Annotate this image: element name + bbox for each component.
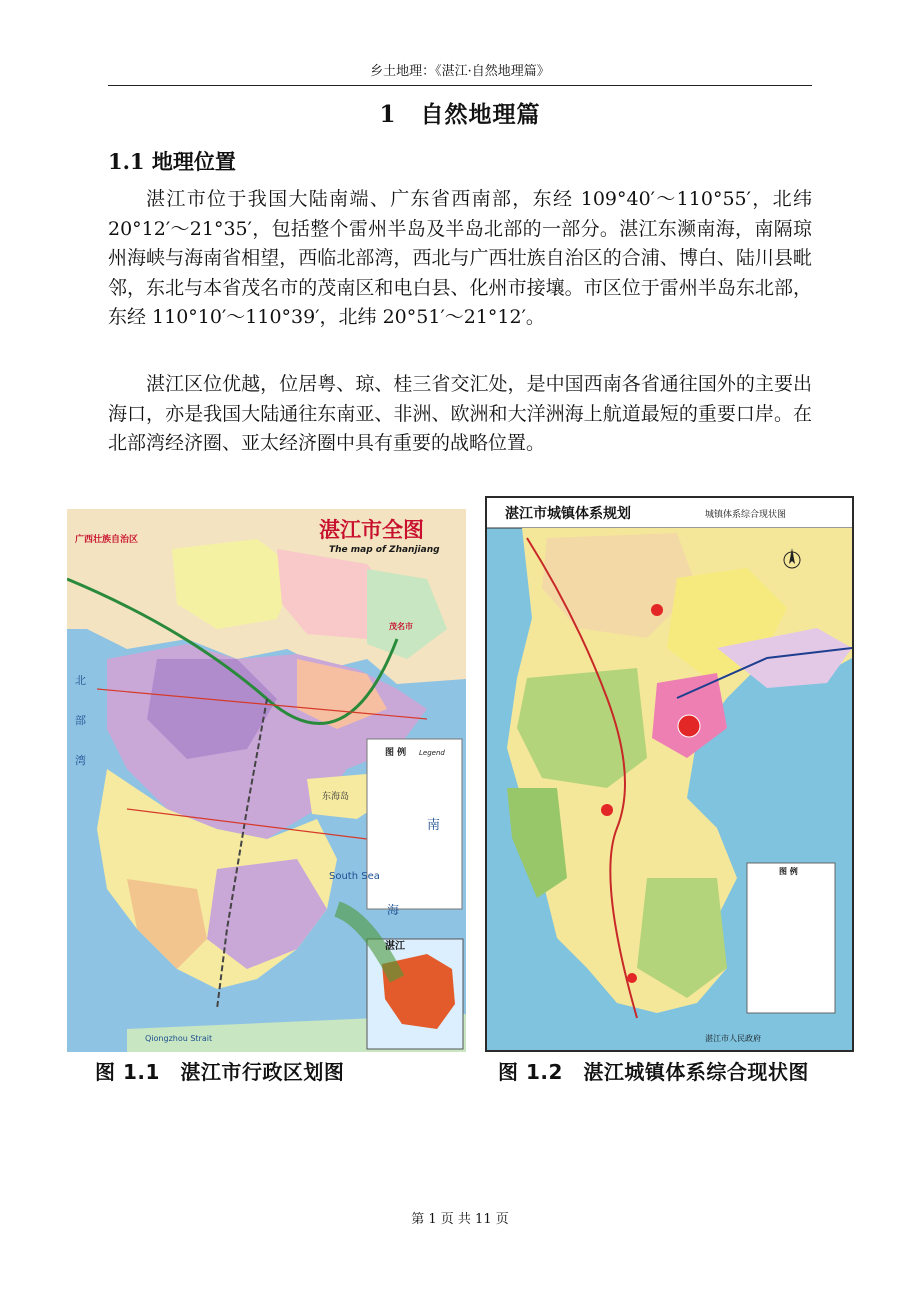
admin-map-title: 湛江市全图 (319, 518, 424, 542)
paragraph-text: 湛江市位于我国大陆南端、广东省西南部，东经 109°40′～110°55′，北纬 20°12′～21°35′，包括整个雷州半岛及半岛北部的一部分。湛江东濒南海，南隔琼州海峡与海南省相望，西临北部湾，西北与广西壮族自治区的合浦、博白、陆川县毗邻，东北与本省茂名市的茂南区和电白县、化州市接壤。市区位于雷州半岛东北部，东经 110°10′～110°39′，北纬 20°51′～21°12′。 (108, 188, 812, 329)
zhanjiang-admin-map (67, 509, 466, 1052)
admin-legend-title: 图 例 (385, 748, 407, 758)
sea-char-label: 海 (387, 903, 400, 917)
figure-1-caption: 图 1.1 湛江市行政区划图 (95, 1060, 345, 1084)
inset-label: 湛江 (385, 941, 405, 952)
gulf-char-1: 北 (75, 674, 86, 687)
urban-system-map (485, 496, 854, 1052)
page-number: 第 1 页 共 11 页 (411, 1212, 509, 1227)
south-sea-cn-label: 南 (427, 818, 441, 833)
urban-map-subtitle: 城镇体系综合现状图 (705, 510, 787, 520)
urban-map-footer: 湛江市人民政府 (705, 1034, 761, 1043)
section-title: 1.1 地理位置 (108, 149, 236, 174)
guangxi-label: 广西壮族自治区 (75, 535, 139, 545)
urban-map-graphic (487, 498, 852, 1050)
admin-map-subtitle: The map of Zhanjiang (329, 545, 440, 555)
donghai-island-label: 东海岛 (322, 792, 350, 802)
maoming-label: 茂名市 (389, 622, 413, 631)
header-divider (108, 85, 812, 86)
running-header: 乡土地理：《湛江·自然地理篇》 (370, 64, 550, 79)
gulf-char-2: 部 (75, 714, 86, 727)
strait-label: Qiongzhou Strait (145, 1034, 213, 1043)
paragraph-advantage (108, 370, 812, 459)
paragraph-location (108, 185, 812, 333)
figure-2-caption: 图 1.2 湛江城镇体系综合现状图 (498, 1060, 809, 1084)
admin-legend-en: Legend (419, 749, 445, 757)
south-sea-en-label: South Sea (329, 871, 380, 882)
admin-map-graphic (67, 509, 466, 1052)
paragraph-text: 湛江区位优越，位居粤、琼、桂三省交汇处，是中国西南各省通往国外的主要出海口，亦是我国大陆通往东南亚、非洲、欧洲和大洋洲海上航道最短的重要口岸。在北部湾经济圈、亚太经济圈中具有重要的战略位置。 (108, 373, 812, 455)
chapter-title: 1 自然地理篇 (379, 101, 541, 128)
gulf-char-3: 湾 (75, 754, 86, 767)
urban-map-title: 湛江市城镇体系规划 (505, 506, 631, 522)
urban-legend-title: 图 例 (779, 867, 798, 876)
